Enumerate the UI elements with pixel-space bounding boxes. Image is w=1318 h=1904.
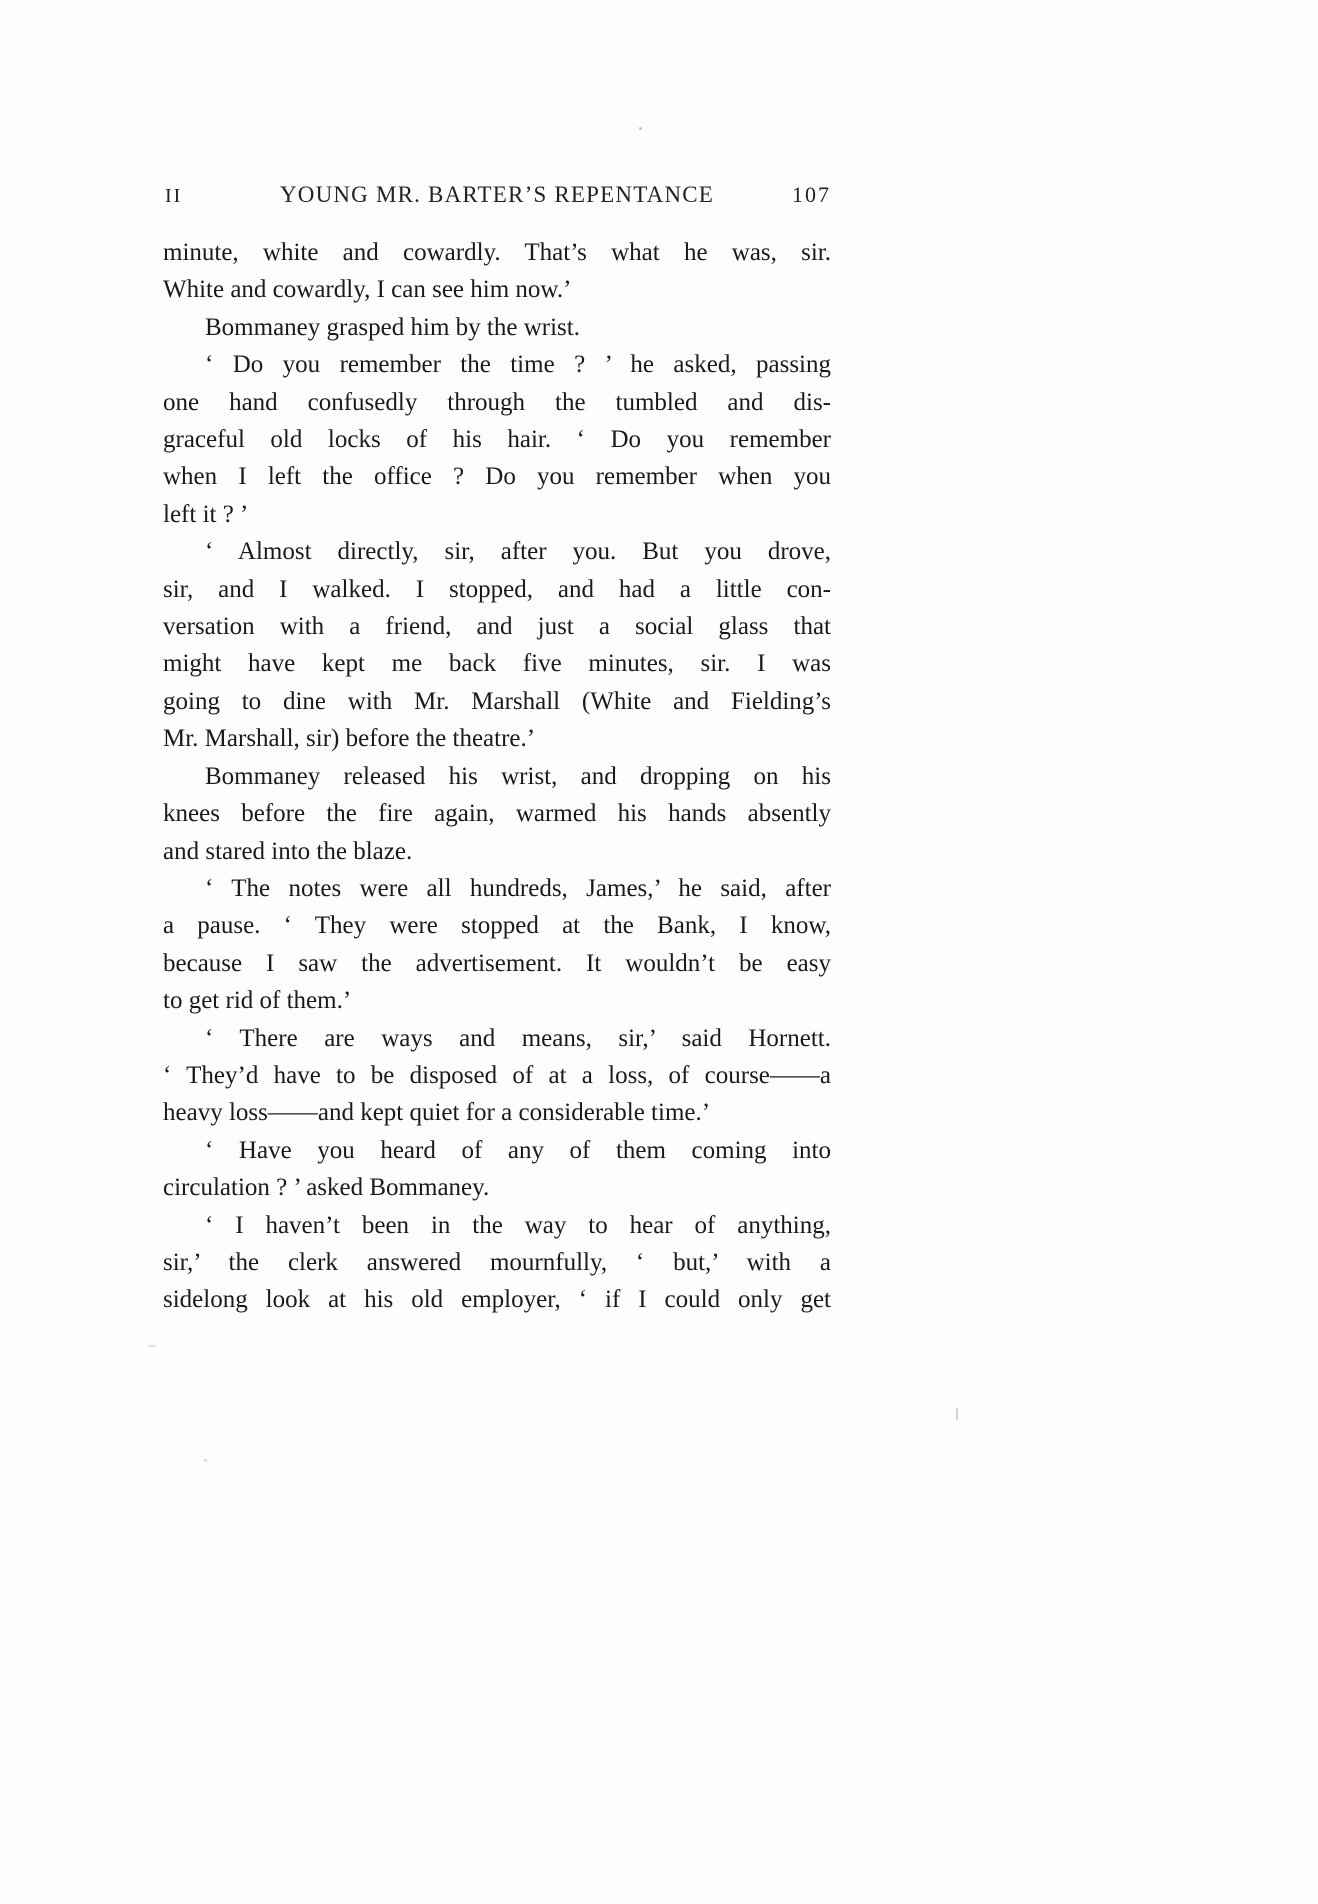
text-line: and stared into the blaze.: [163, 837, 413, 865]
paragraph: [163, 1207, 831, 1319]
text-line: ‘ Have you heard of any of them coming into: [205, 1136, 831, 1164]
text-line: sir,’ the clerk answered mournfully, ‘ but,’ with a: [163, 1248, 831, 1276]
text-line: because I saw the advertisement. It wouldn’t be easy: [163, 949, 831, 977]
text-line: minute, white and cowardly. That’s what he was, sir.: [163, 239, 831, 266]
text-line: ‘ There are ways and means, sir,’ said Hornett.: [205, 1024, 831, 1052]
paragraph: [163, 1020, 831, 1132]
scan-speck: [204, 1459, 207, 1462]
paragraph: [163, 346, 831, 533]
scan-speck: [639, 127, 642, 130]
text-line: ‘ The notes were all hundreds, James,’ he said, after: [205, 874, 831, 902]
paragraph: [163, 234, 831, 309]
text-line: when I left the office ? Do you remember when you: [163, 463, 831, 491]
text-line: going to dine with Mr. Marshall (White and Fielding’s: [163, 687, 831, 715]
text-line: knees before the fire again, warmed his hands absently: [163, 800, 831, 828]
text-line: a pause. ‘ They were stopped at the Bank, I know,: [163, 912, 831, 940]
scan-speck: [148, 1345, 156, 1347]
text-line: Mr. Marshall, sir) before the theatre.’: [163, 725, 536, 753]
text-line: sidelong look at his old employer, ‘ if I could only get: [163, 1286, 831, 1314]
chapter-numeral: II: [165, 185, 183, 207]
paragraph: [163, 1132, 831, 1207]
text-line: to get rid of them.’: [163, 987, 352, 1015]
text-line: heavy loss——and kept quiet for a considerable time.’: [163, 1099, 711, 1127]
text-line: might have kept me back five minutes, sir. I was: [163, 650, 831, 678]
paragraph: [163, 309, 831, 346]
text-line: circulation ? ’ asked Bommaney.: [163, 1174, 490, 1202]
paragraph: [163, 758, 831, 870]
text-line: Bommaney grasped him by the wrist.: [205, 313, 580, 341]
text-body: [163, 234, 831, 1319]
text-line: graceful old locks of his hair. ‘ Do you remember: [163, 426, 831, 454]
paragraph: [163, 870, 831, 1020]
text-line: White and cowardly, I can see him now.’: [163, 276, 572, 304]
page-number: 107: [792, 182, 831, 207]
text-line: one hand confusedly through the tumbled and dis-: [163, 388, 831, 416]
text-line: Bommaney released his wrist, and dropping on his: [205, 762, 831, 790]
text-line: ‘ Almost directly, sir, after you. But you drove,: [205, 538, 831, 566]
text-line: sir, and I walked. I stopped, and had a little con-: [163, 575, 831, 603]
text-line: ‘ I haven’t been in the way to hear of anything,: [205, 1211, 831, 1239]
text-line: ‘ Do you remember the time ? ’ he asked, passing: [205, 351, 831, 379]
text-line: ‘ They’d have to be disposed of at a loss, of course——a: [163, 1061, 831, 1089]
running-header: [163, 176, 831, 208]
text-column: [163, 176, 831, 1319]
scan-speck: [956, 1408, 958, 1420]
text-line: left it ? ’: [163, 500, 249, 528]
paragraph: [163, 533, 831, 757]
text-line: versation with a friend, and just a social glass that: [163, 613, 831, 641]
running-title: YOUNG MR. BARTER’S REPENTANCE: [279, 182, 715, 207]
